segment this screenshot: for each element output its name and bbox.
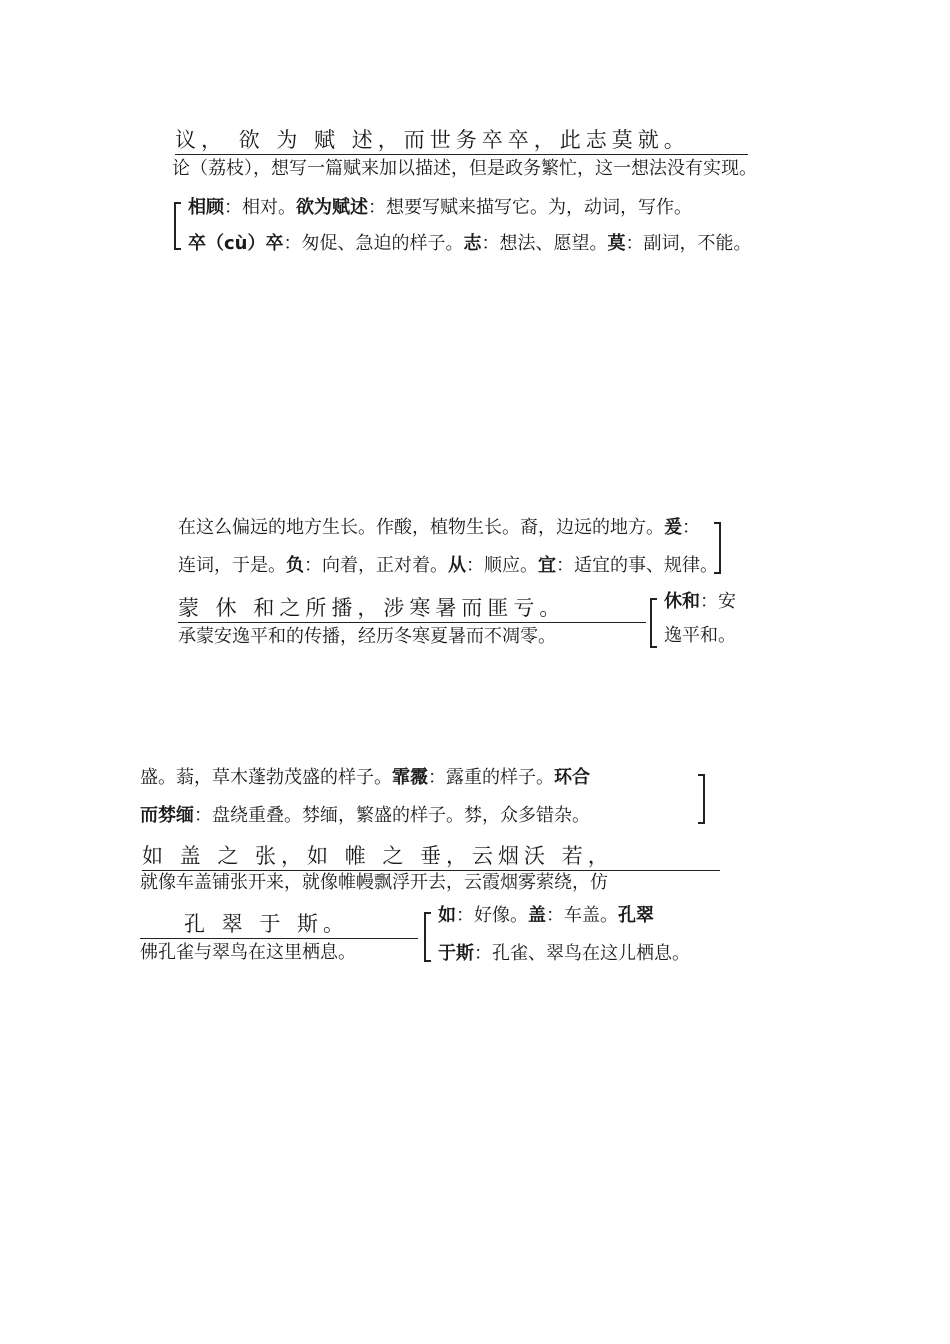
keyword: 于斯	[438, 943, 474, 964]
gloss: ：盘绕重叠。棼缅，繁盛的样子。棼，众多错杂。	[194, 805, 590, 826]
gloss: ：孔雀、翠鸟在这儿栖息。	[474, 943, 690, 964]
gloss: ：相对。	[224, 197, 296, 218]
keyword: 宜	[538, 555, 556, 576]
gloss: ：好像。	[456, 905, 528, 926]
annotation-bracket	[424, 912, 431, 962]
keyword: 休和	[664, 591, 700, 612]
keyword: 环合	[554, 767, 590, 788]
keyword: 莫	[607, 233, 626, 254]
keyword: 志	[463, 233, 482, 254]
keyword: 盖	[528, 905, 546, 926]
gloss: ：	[682, 517, 700, 538]
original-text: 孔 翠 于 斯。	[140, 910, 418, 939]
translation-text: 就像车盖铺张开来，就像帷幔飘浮开去，云霞烟雾萦绕，仿	[140, 872, 608, 893]
keyword: 爰	[664, 517, 682, 538]
original-text: 蒙 休 和之所播，涉寒暑而匪亏。	[178, 594, 646, 623]
gloss: ：适宜的事、规律。	[556, 555, 718, 576]
annotation-bracket	[698, 774, 705, 824]
translation-text: 佛孔雀与翠鸟在这里栖息。	[140, 942, 356, 963]
keyword: 从	[448, 555, 466, 576]
annotation-bracket	[174, 202, 181, 250]
translation-text: 论（荔枝），想写一篇赋来加以描述，但是政务繁忙，这一想法没有实现。	[172, 158, 757, 179]
keyword: 相顾	[188, 197, 224, 218]
annotation-line	[140, 798, 590, 834]
keyword: 霏霺	[392, 767, 428, 788]
gloss: ：想法、愿望。	[481, 233, 608, 254]
annotation-line	[664, 584, 736, 620]
annotation-line	[188, 226, 751, 262]
gloss: ：想要写赋来描写它。为，动词，写作。	[368, 197, 692, 218]
annotation-line	[140, 760, 590, 796]
gloss: 盛。蓊，草木蓬勃茂盛的样子。	[140, 767, 392, 788]
keyword: 负	[286, 555, 304, 576]
gloss: ：向着，正对着。	[304, 555, 448, 576]
keyword: 而棼缅	[140, 805, 194, 826]
annotation-line: 逸平和。	[664, 625, 736, 646]
keyword: 卒（cù）卒	[188, 233, 284, 254]
keyword: 如	[438, 905, 456, 926]
annotation-line	[438, 898, 654, 934]
annotation-line	[178, 548, 718, 584]
gloss: 在这么偏远的地方生长。作酸，植物生长。裔，边远的地方。	[178, 517, 664, 538]
translation-text: 承蒙安逸平和的传播，经历冬寒夏暑而不凋零。	[178, 626, 556, 647]
gloss: ：露重的样子。	[428, 767, 554, 788]
original-text: 议， 欲 为 赋 述，而世务卒卒，此志莫就。	[175, 126, 748, 155]
original-text: 如 盖 之 张，如 帷 之 垂，云烟沃 若，	[142, 842, 720, 871]
annotation-line	[438, 936, 690, 972]
keyword: 孔翠	[618, 905, 654, 926]
keyword: 欲为赋述	[296, 197, 368, 218]
annotation-line	[188, 190, 692, 226]
gloss: 连词，于是。	[178, 555, 286, 576]
annotation-bracket	[714, 522, 721, 574]
gloss: ：顺应。	[466, 555, 538, 576]
gloss: ：副词，不能。	[625, 233, 752, 254]
annotation-line	[178, 510, 700, 546]
annotation-bracket	[650, 598, 657, 648]
gloss: ：安	[700, 591, 736, 612]
gloss: ：车盖。	[546, 905, 618, 926]
gloss: ：匆促、急迫的样子。	[283, 233, 464, 254]
